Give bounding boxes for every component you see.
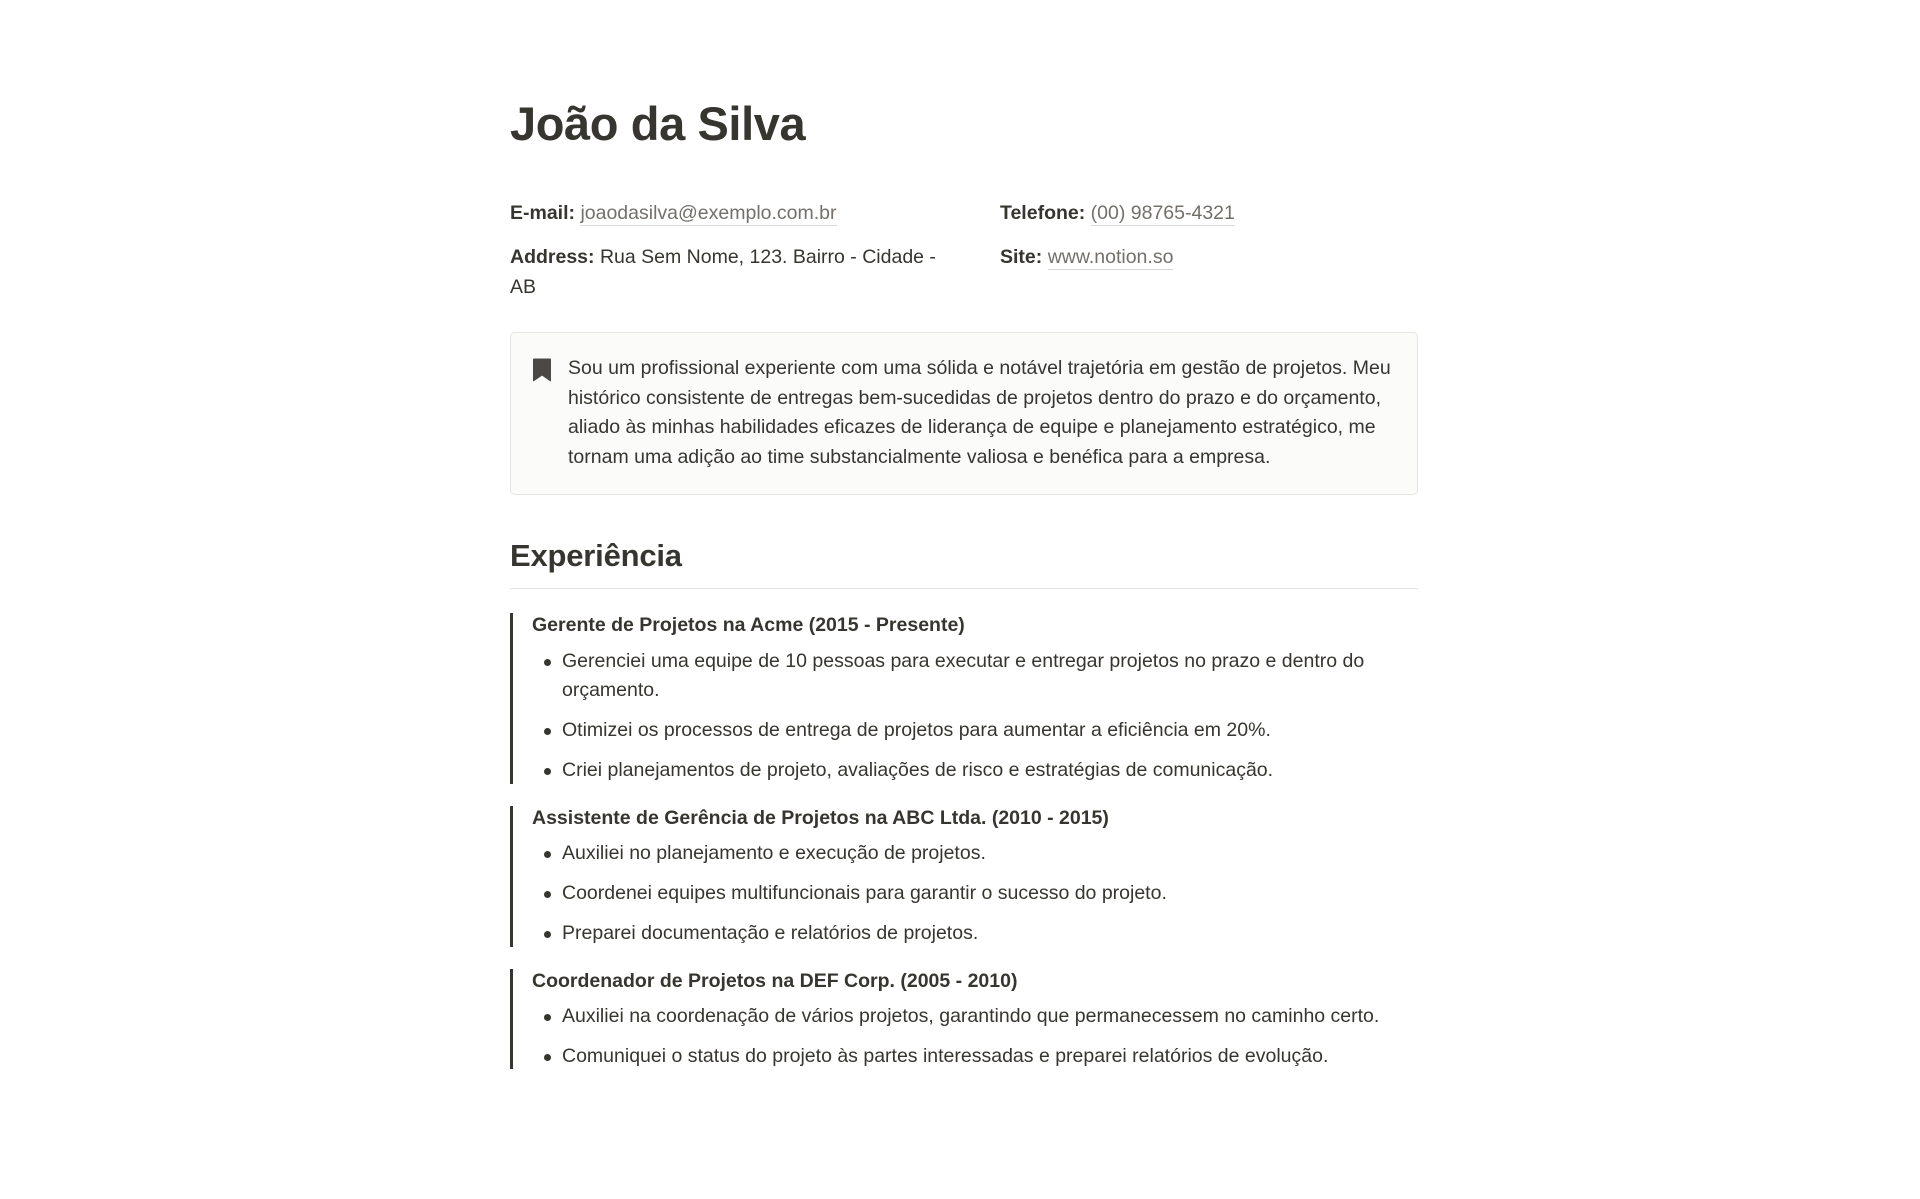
contact-email-line	[510, 198, 940, 228]
bookmark-icon	[531, 357, 553, 383]
contact-site-label: Site:	[1000, 245, 1043, 268]
job-bullet: Gerenciei uma equipe de 10 pessoas para executar e entregar projetos no prazo e dentro do orçamento.	[532, 647, 1418, 706]
job-bullet: Coordenei equipes multifuncionais para garantir o sucesso do projeto.	[532, 879, 1418, 908]
job-bullet: Auxiliei no planejamento e execução de projetos.	[532, 839, 1418, 868]
job-bullet: Preparei documentação e relatórios de projetos.	[532, 919, 1418, 948]
document-body	[510, 0, 1418, 1071]
job-bullet: Otimizei os processos de entrega de projetos para aumentar a eficiência em 20%.	[532, 716, 1418, 745]
section-title-experience: Experiência	[510, 537, 682, 573]
job-bullet-list	[532, 1002, 1418, 1072]
job-title: Gerente de Projetos na Acme (2015 - Presente)	[532, 614, 965, 637]
contact-address-value: Rua Sem Nome, 123. Bairro - Cidade - AB	[510, 245, 936, 298]
contact-column-right	[964, 198, 1418, 302]
job-bullet-list	[532, 647, 1418, 786]
job-title: Assistente de Gerência de Projetos na ABC Ltda. (2010 - 2015)	[532, 806, 1109, 829]
contact-email-label: E-mail:	[510, 202, 576, 225]
job-title: Coordenador de Projetos na DEF Corp. (2005 - 2010)	[532, 969, 1018, 992]
experience-item	[510, 611, 1418, 785]
contact-phone-label: Telefone:	[1000, 202, 1086, 225]
job-bullet: Auxiliei na coordenação de vários projetos, garantindo que permanecessem no caminho certo.	[532, 1002, 1418, 1031]
job-bullet: Criei planejamentos de projeto, avaliações de risco e estratégias de comunicação.	[532, 756, 1418, 785]
job-bullet-list	[532, 839, 1418, 949]
contact-site-value[interactable]: www.notion.so	[1047, 245, 1174, 268]
contact-address-line	[510, 242, 940, 302]
contact-column-left	[510, 198, 964, 302]
page-title: João da Silva	[510, 97, 806, 150]
experience-item	[510, 967, 1418, 1072]
contact-site-line	[1000, 242, 1418, 272]
section-divider	[510, 588, 1418, 589]
contact-info	[510, 198, 1418, 302]
contact-phone-line	[1000, 198, 1418, 228]
experience-item	[510, 804, 1418, 949]
job-bullet: Comuniquei o status do projeto às partes interessadas e preparei relatórios de evolução.	[532, 1042, 1418, 1071]
contact-phone-value[interactable]: (00) 98765-4321	[1090, 202, 1235, 225]
summary-text: Sou um profissional experiente com uma sólida e notável trajetória em gestão de projetos. Meu histórico consistente de entregas bem-sucedidas de projetos dentro do prazo e do orçamento, aliado às minhas habilidades eficazes de liderança de equipe e planejamento estratégico, me tornam uma adição ao time substancialmente valiosa e benéfica para a empresa.	[568, 357, 1391, 468]
contact-address-label: Address:	[510, 245, 595, 268]
contact-email-value[interactable]: joaodasilva@exemplo.com.br	[580, 202, 837, 225]
summary-callout	[510, 332, 1418, 495]
